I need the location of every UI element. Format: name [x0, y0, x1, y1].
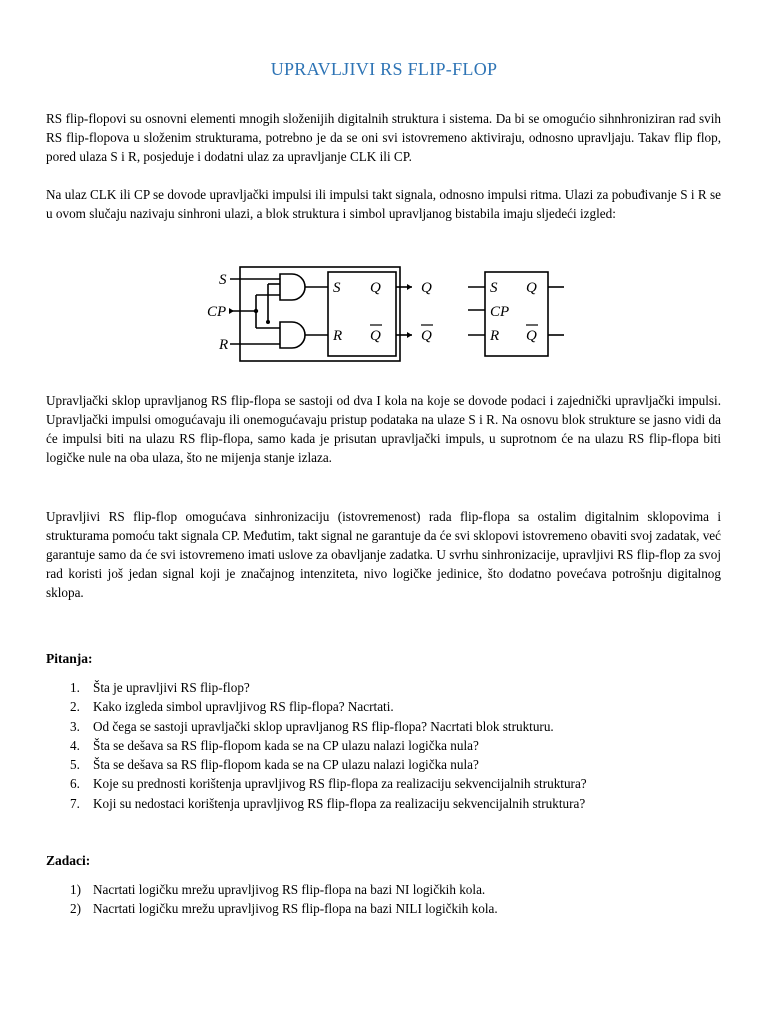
item-text: Nacrtati logičku mrežu upravljivog RS flip-flopa na bazi NI logičkih kola.: [93, 882, 486, 897]
list-item: [46, 717, 736, 736]
symbol-label-r: R: [490, 328, 500, 344]
item-number: 2): [70, 901, 81, 917]
page-title: UPRAVLJIVI RS FLIP-FLOP: [270, 59, 498, 79]
and-gate-lower: [280, 322, 305, 348]
item-text: Šta se dešava sa RS flip-flopom kada se na CP ulazu nalazi logička nula?: [93, 757, 479, 773]
item-number: 1.: [70, 680, 80, 695]
paragraph-control-circuit: [46, 391, 721, 467]
label-r-input: R: [219, 337, 229, 353]
item-text: Šta se dešava sa RS flip-flopom kada se na CP ulazu nalazi logička nula?: [93, 737, 479, 753]
tasks-heading: Zadaci:: [46, 853, 91, 868]
questions-list: [46, 678, 736, 813]
item-number: 3.: [70, 718, 80, 734]
symbol-label-cp: CP: [490, 304, 510, 320]
paragraph-text: Na ulaz CLK ili CP se dovode upravljački impulsi ili impulsi takt signala, odnosno impulsi ritma. Ulazi za pobuđivanje S i R se u ovom slučaju nazivaju sinhroni ulazi, a blok struktura i simbol upravljanog bistabila imaju sljedeći izgled:: [46, 187, 721, 222]
item-number: 2.: [70, 699, 80, 715]
junction-dot: [266, 320, 270, 324]
and-gate-upper: [280, 274, 305, 300]
tasks-list: [46, 880, 736, 919]
list-item: [46, 774, 736, 793]
block-structure: [230, 267, 412, 361]
item-number: 1): [70, 882, 81, 897]
label-s-input: S: [219, 272, 227, 288]
paragraph-text: Upravljivi RS flip-flop omogućava sinhronizaciju (istovremenost) rada flip-flopa sa ostalim digitalnim sklopovima i strukturama pomoću takt signala CP. Međutim, takt signal ne garantuje da će svi sklopovi istovremeno obaviti svoj zadatak, već garantuje samo da će svi istovremeno imati uslove za obavljanje zadatka. U svrhu sinhronizacije, upravljivi RS flip-flop za svoj rad koristi još jedan signal koji je značajnog intenziteta, nivo logičke jedinice, što dodatno povećava potrošnju digitalnog sklopa.: [46, 509, 721, 601]
label-out-q: Q: [421, 280, 432, 296]
item-text: Kako izgleda simbol upravljivog RS flip-flopa? Nacrtati.: [93, 699, 394, 715]
symbol-label-qbar: Q: [526, 328, 537, 344]
flip-flop-symbol: [468, 272, 564, 356]
list-item: [46, 880, 736, 899]
flip-flop-diagram: [200, 262, 580, 366]
label-ff-qbar: Q: [370, 328, 381, 344]
paragraph-clk: [46, 185, 721, 223]
symbol-label-s: S: [490, 280, 498, 296]
item-text: Nacrtati logičku mrežu upravljivog RS flip-flopa na bazi NILI logičkih kola.: [93, 901, 498, 917]
label-ff-q: Q: [370, 280, 381, 296]
list-item: [46, 755, 736, 774]
item-text: Šta je upravljivi RS flip-flop?: [93, 680, 250, 695]
item-text: Koji su nedostaci korištenja upravljivog RS flip-flopa za realizaciju sekvencijalnih struktura?: [93, 795, 586, 811]
item-number: 6.: [70, 776, 80, 792]
item-number: 5.: [70, 757, 80, 773]
symbol-label-q: Q: [526, 280, 537, 296]
label-out-qbar: Q: [421, 328, 432, 344]
paragraph-intro: [46, 109, 721, 166]
paragraph-synchronization: [46, 507, 721, 602]
list-item: [46, 794, 736, 813]
paragraph-text: RS flip-flopovi su osnovni elementi mnogih složenijih digitalnih struktura i sistema. Da bi se omogućio sihnhroniziran rad svih RS flip-flopova u složenim strukturama, potrebno je da se oni svi istovremeno aktiviraju, odnosno upravljaju. Takav flip flop, pored ulaza S i R, posjeduje i dodatni ulaz za upravljanje CLK ili CP.: [46, 111, 721, 165]
label-cp-input: CP: [207, 304, 227, 320]
list-item: [46, 678, 736, 697]
questions-heading: Pitanja:: [46, 651, 93, 666]
junction-dot: [254, 309, 258, 313]
paragraph-text: Upravljački sklop upravljanog RS flip-flopa se sastoji od dva I kola na koje se dovode podaci i zajednički upravljački impulsi. Upravljački impulsi omogućavaju ili onemogućavaju pristup podataka na ulaze S i R. Na osnovu blok strukture se jasno vidi da će impulsi biti na ulazu RS flip-flopa, samo kada je prisutan upravljački impuls, u suprotnom će na ulazu RS flip-flopa biti logičke nule na oba ulaza, što ne mijenja stanje izlaza.: [46, 393, 721, 466]
label-ff-s: S: [333, 280, 341, 296]
list-item: [46, 899, 736, 918]
item-text: Koje su prednosti korištenja upravljivog RS flip-flopa za realizaciju sekvencijalnih struktura?: [93, 776, 587, 792]
list-item: [46, 697, 736, 716]
item-number: 7.: [70, 795, 80, 811]
list-item: [46, 736, 736, 755]
item-number: 4.: [70, 737, 80, 753]
label-ff-r: R: [333, 328, 343, 344]
item-text: Od čega se sastoji upravljački sklop upravljanog RS flip-flopa? Nacrtati blok strukturu.: [93, 718, 554, 734]
